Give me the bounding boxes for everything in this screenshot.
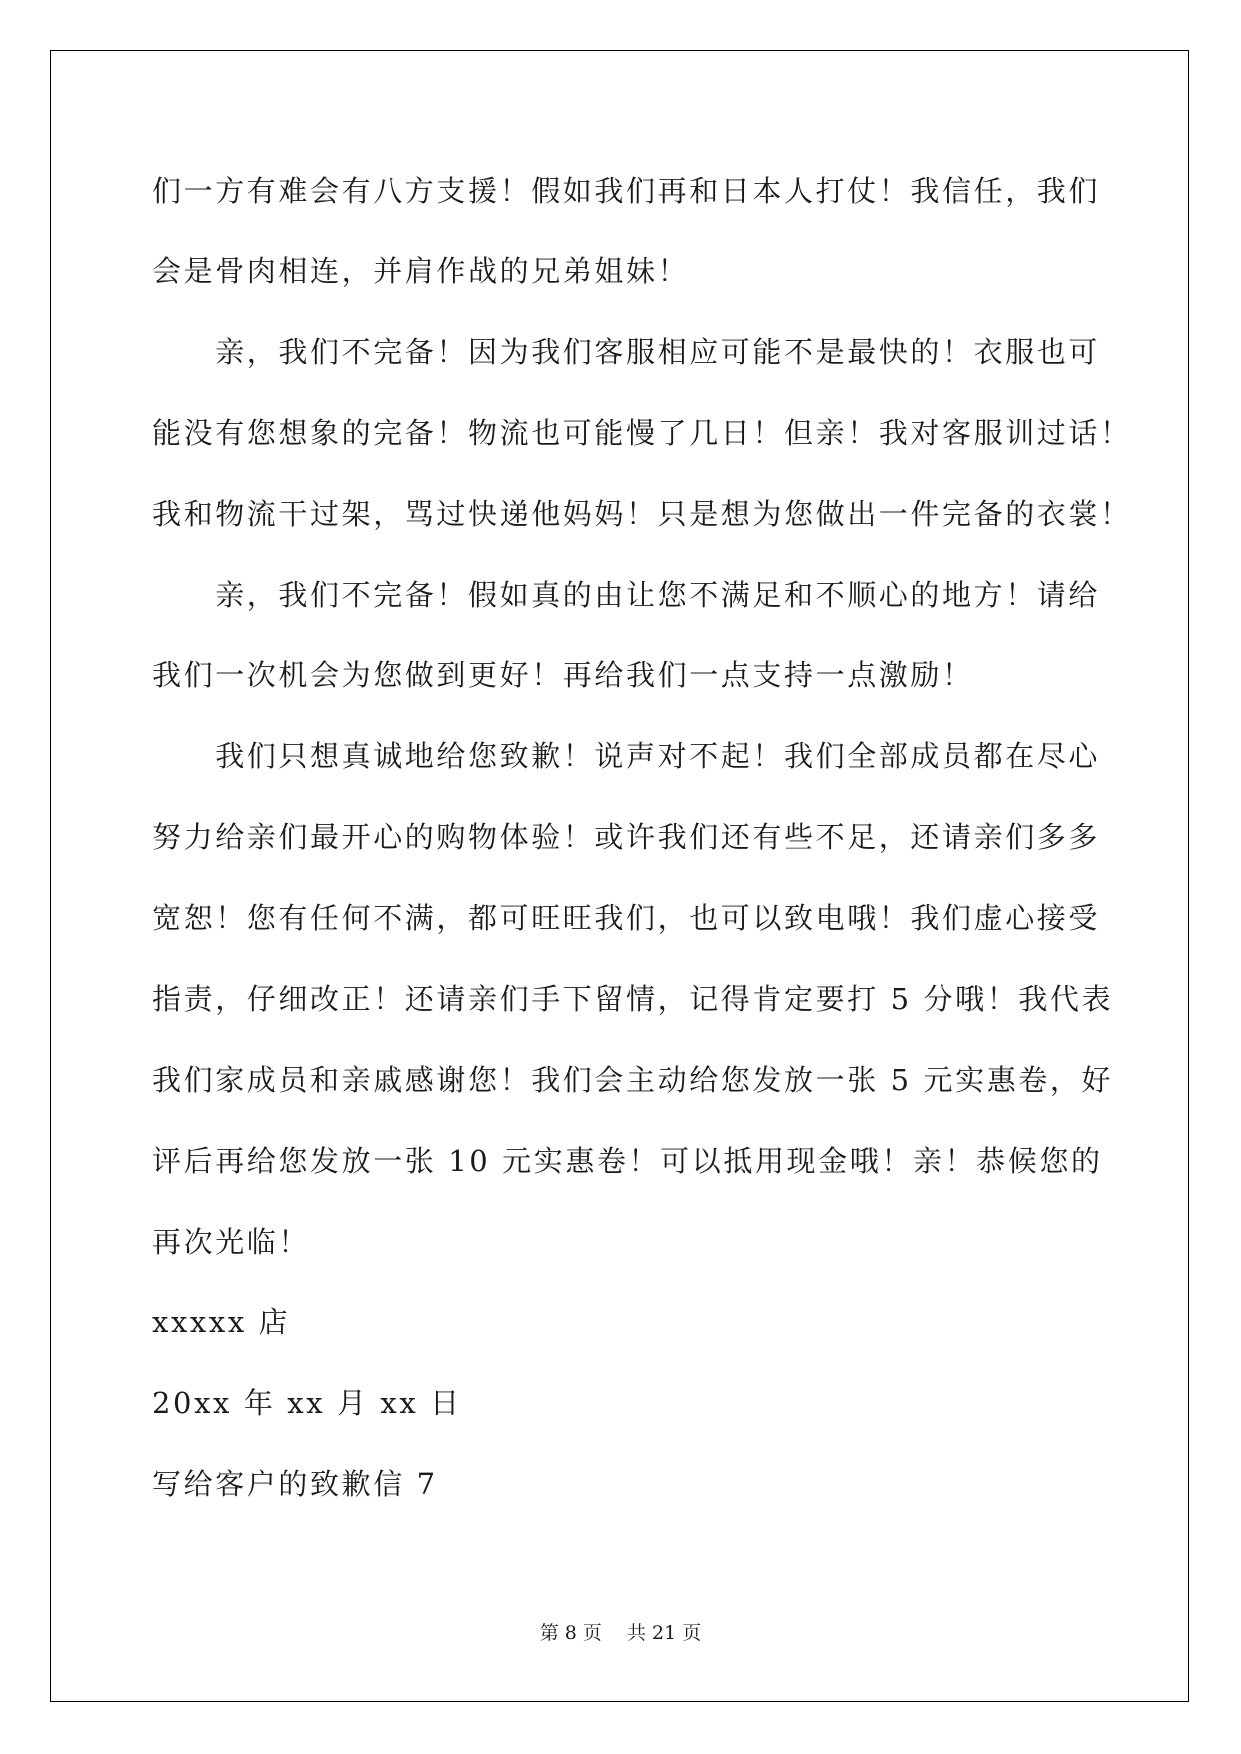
body-line: 再次光临！ (152, 1225, 311, 1259)
paragraph-line: 我们只想真诚地给您致歉！说声对不起！我们全部成员都在尽心 (152, 739, 1101, 773)
date-line: 20xx 年 xx 月 xx 日 (152, 1386, 462, 1420)
paragraph-line: 亲，我们不完备！假如真的由让您不满足和不顺心的地方！请给 (152, 578, 1101, 612)
body-line: 评后再给您发放一张 10 元实惠卷！可以抵用现金哦！亲！恭候您的 (152, 1144, 1103, 1178)
page-border (50, 50, 1189, 1702)
page-number-footer: 第 8 页 共 21 页 (539, 1622, 702, 1644)
body-line: 努力给亲们最开心的购物体验！或许我们还有些不足，还请亲们多多 (152, 820, 1101, 854)
next-section-heading: 写给客户的致歉信 7 (152, 1467, 438, 1501)
body-line: 我们一次机会为您做到更好！再给我们一点支持一点激励！ (152, 658, 974, 692)
paragraph-line: 亲，我们不完备！因为我们客服相应可能不是最快的！衣服也可 (152, 335, 1101, 369)
body-line: 我和物流干过架，骂过快递他妈妈！只是想为您做出一件完备的衣裳！ (152, 497, 1132, 531)
body-line: 我们家成员和亲戚感谢您！我们会主动给您发放一张 5 元实惠卷，好 (152, 1063, 1114, 1097)
body-line: 会是骨肉相连，并肩作战的兄弟姐妹！ (152, 254, 690, 288)
body-line: 宽恕！您有任何不满，都可旺旺我们，也可以致电哦！我们虚心接受 (152, 901, 1101, 935)
signature: xxxxx 店 (152, 1305, 291, 1339)
body-line: 指责，仔细改正！还请亲们手下留情，记得肯定要打 5 分哦！我代表 (152, 982, 1114, 1016)
body-line: 能没有您想象的完备！物流也可能慢了几日！但亲！我对客服训过话！ (152, 416, 1132, 450)
body-line: 们一方有难会有八方支援！假如我们再和日本人打仗！我信任，我们 (152, 174, 1101, 208)
